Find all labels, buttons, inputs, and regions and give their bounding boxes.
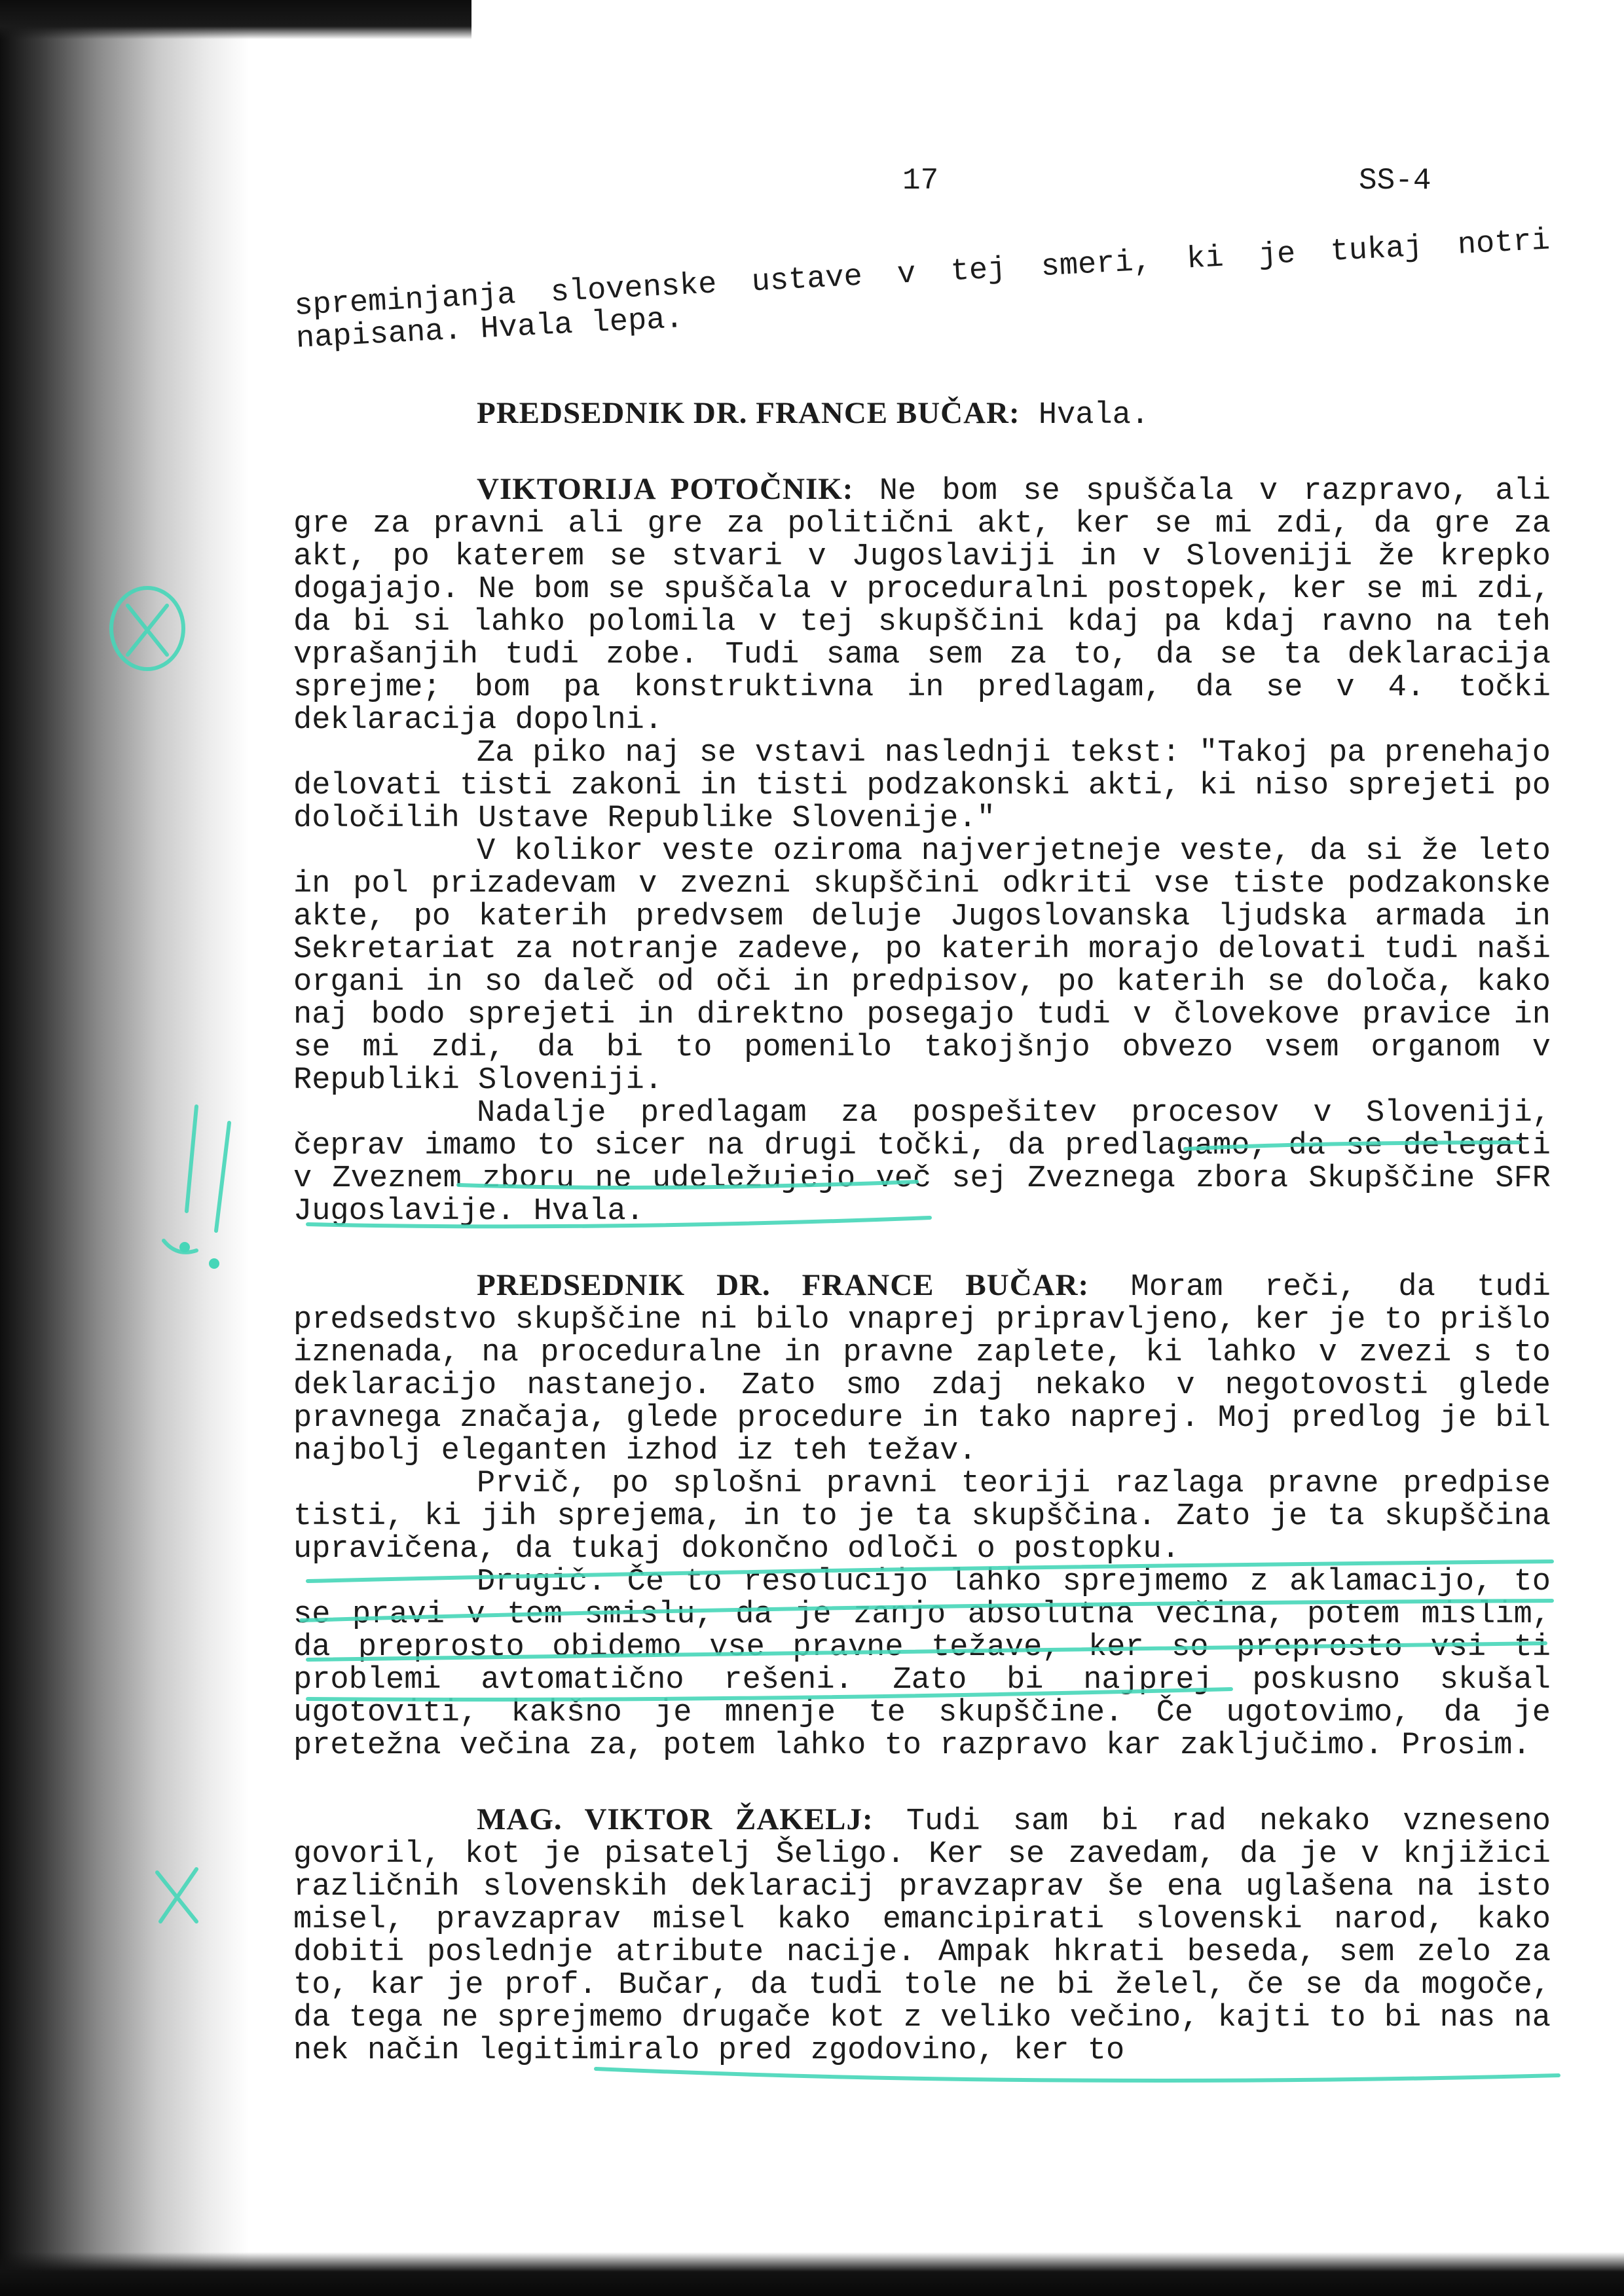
paragraph-0	[293, 223, 1553, 356]
paragraph-text: Hvala.	[1020, 398, 1150, 433]
paragraph-text: V kolikor veste oziroma najverjetneje veste, da si že leto in pol prizadevam v zvezni skupščini odkriti vse tiste podzakonske akte, po katerih predvsem deluje Jugoslovanska ljudska armada in Sekretariat za notranje zadeve, po katerih morajo delovati tudi naši organi in so daleč od oči in predpisov, po katerih se določa, kako naj bodo sprejeti in direktno posegajo tudi v človekove pravice in se mi zdi, da bi to pomenilo takojšnjo obvezo vsem organom v Republiki Sloveniji.	[293, 834, 1551, 1098]
page-number: 17	[902, 164, 939, 198]
paragraph-text: Nadalje predlagam za pospešitev procesov v Sloveniji, čeprav imamo to sicer na drugi točki, da predlagamo, da se delegati v Zveznem zboru ne udeležujejo več sej Zveznega zbora Skupščine SFR Jugoslavije. Hvala.	[293, 1096, 1551, 1229]
document-code: SS-4	[1359, 164, 1431, 198]
speaker-label: VIKTORIJA POTOČNIK:	[477, 472, 854, 506]
speaker-label: MAG. VIKTOR ŽAKELJ:	[477, 1802, 874, 1836]
paragraph-text: Drugič. Če to resolucijo lahko sprejmemo z aklamacijo, to se pravi v tem smislu, da je zanjo absolutna večina, potem mislim, da preprosto obidemo vse pravne težave, ker so preprosto vsi ti problemi avtomatično rešeni. Zato bi najprej poskusno skušal ugotoviti, kakšno je mnenje te skupščine. Če ugotovimo, da je pretežna večina za, potem lahko to razpravo kar zaključimo. Prosim.	[293, 1565, 1551, 1763]
paragraph-4	[293, 835, 1551, 1097]
paragraph-text: Prvič, po splošni pravni teoriji razlaga pravne predpise tisti, ki jih sprejema, in to je ta skupščina. Zato je ta skupščina upravičena, da tukaj dokončno odloči o postopku.	[293, 1467, 1551, 1567]
scan-top-edge	[0, 0, 471, 39]
speaker-label: PREDSEDNIK DR. FRANCE BUČAR:	[477, 396, 1020, 430]
paragraph-5	[293, 1097, 1551, 1228]
paragraph-6	[293, 1269, 1551, 1468]
book-gutter-shadow	[0, 0, 249, 2296]
paragraph-text: Moram reči, da tudi predsedstvo skupščine ni bilo vnaprej pripravljeno, ker je to prišlo iznenada, na proceduralne in pravne zaplete, ki lahko v zvezi s to deklaracijo nastanejo. Zato smo zdaj nekako v negotovosti glede pravnega značaja, glede procedure in tako naprej. Moj predlog je bil najbolj eleganten izhod iz teh težav.	[293, 1270, 1551, 1468]
paragraph-text: Tudi sam bi rad nekako vzneseno govoril, kot je pisatelj Šeligo. Ker se zavedam, da je v knjižici različnih slovenskih deklaracij pravzaprav še ena uglašena na isto misel, pravzaprav misel kako emancipirati slovenski narod, kako dobiti poslednje atribute nacije. Ampak hkrati beseda, sem zelo za to, kar je prof. Bučar, da tudi tole ne bi želel, če se da mogoče, da tega ne sprejmemo drugače kot z veliko večino, kajti to bi nas na nek način legitimiralo pred zgodovino, ker to	[293, 1804, 1551, 2068]
paragraph-8	[293, 1566, 1551, 1762]
paragraph-7	[293, 1468, 1551, 1566]
scan-bottom-edge	[0, 2252, 1624, 2296]
paragraph-3	[293, 737, 1551, 835]
paragraph-9	[293, 1803, 1551, 2068]
paragraph-text: spreminjanja slovenske ustave v tej smeri, ki je tukaj notri napisana. Hvala lepa.	[293, 223, 1551, 357]
paragraph-text: Za piko naj se vstavi naslednji tekst: "Takoj pa prenehajo delovati tisti zakoni in tisti podzakonski akti, ki niso sprejeti po določilih Ustave Republike Slovenije."	[293, 736, 1551, 836]
speaker-label: PREDSEDNIK DR. FRANCE BUČAR:	[477, 1268, 1090, 1302]
paragraph-text: Ne bom se spuščala v razpravo, ali gre za pravni ali gre za politični akt, ker se mi zdi, da gre za akt, po katerem se stvari v Jugoslaviji in v Sloveniji že krepko dogajajo. Ne bom se spuščala v proceduralni postopek, ker se mi zdi, da bi si lahko polomila v tej skupščini kdaj pa kdaj ravno na teh vprašanjih tudi zobe. Tudi sama sem za to, da se ta deklaracija sprejme; bom pa konstruktivna in predlagam, da se v 4. točki deklaracija dopolni.	[293, 474, 1551, 738]
transcript-body	[293, 223, 1551, 2068]
paragraph-1	[293, 397, 1551, 432]
paragraph-2	[293, 473, 1551, 737]
